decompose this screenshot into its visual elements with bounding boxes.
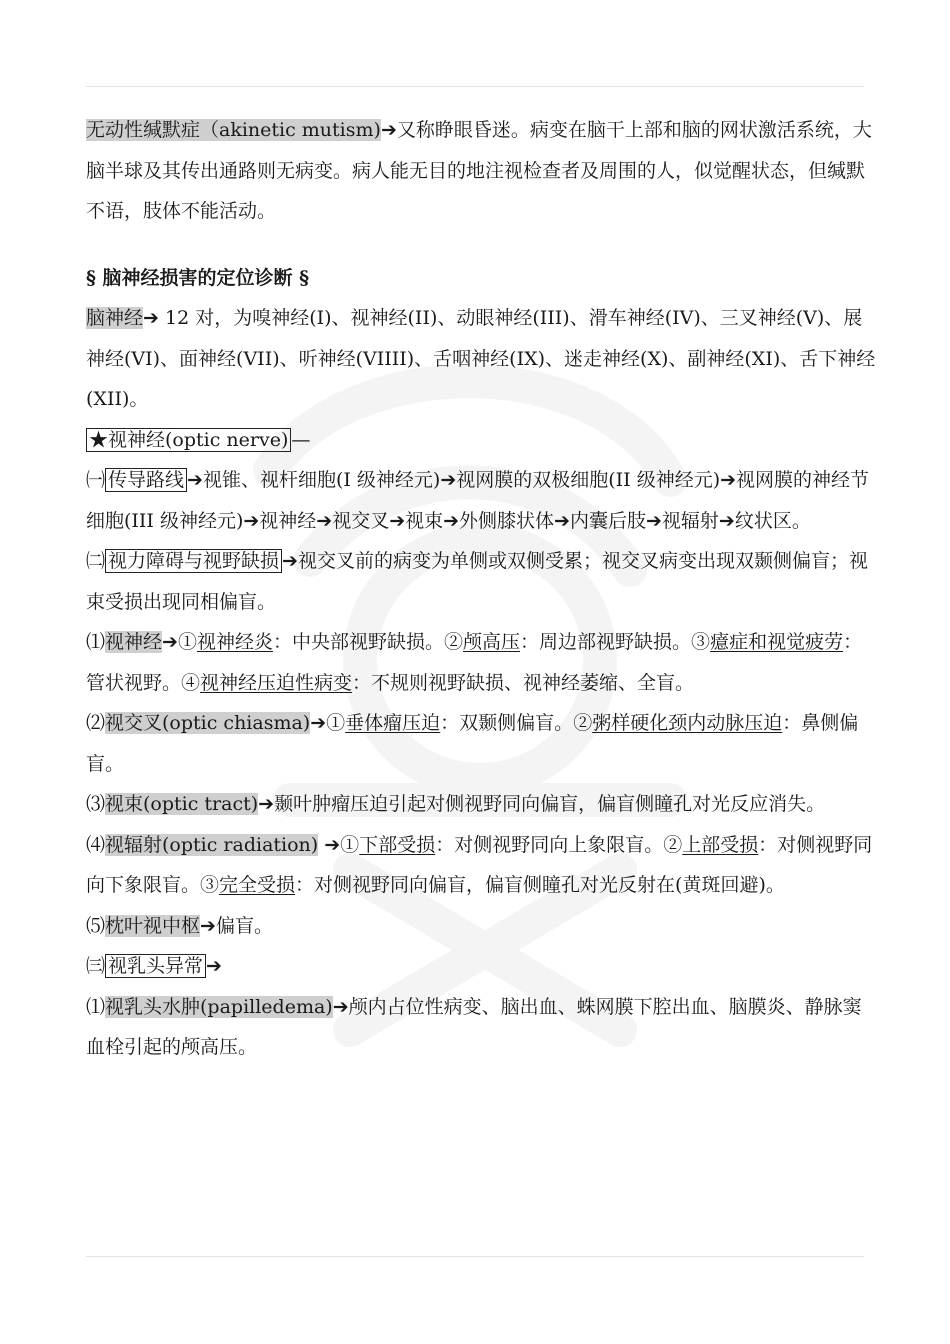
circled-number: ② — [663, 833, 683, 856]
optic-nerve-heading — [86, 420, 876, 461]
paragraph-text: 12 对，为嗅神经(I)、视神经(II)、动眼神经(III)、滑车神经(IV)、三叉神经(V)、展神经(VI)、面神经(VII)、听神经(VIIII)、舌咽神经(IX)、迷走神经(X)、副神经(XI)、舌下神经(XII)。 — [86, 307, 876, 410]
item-text: ：对侧视野同向上象限盲。 — [435, 833, 664, 856]
item-optic-tract — [86, 784, 876, 825]
document-body — [86, 110, 876, 1068]
arrow-icon: ➔ — [258, 793, 275, 815]
optic-nerve-title-box: ★视神经(optic nerve) — [86, 428, 291, 452]
item-optic-radiation — [86, 825, 876, 906]
term-optic-radiation: 视辐射(optic radiation) — [105, 833, 319, 856]
item-text: ：管状视野。 — [86, 631, 863, 694]
heading-dash: — — [291, 428, 311, 451]
circled-number: ③ — [691, 631, 711, 653]
item-number: ⑸ — [86, 914, 106, 937]
term-optic-nerve: 视神经 — [105, 631, 163, 653]
arrow-icon: ➔ — [206, 955, 222, 977]
circled-number: ② — [573, 712, 593, 734]
item-text: ：对侧视野同向下象限盲。 — [86, 833, 873, 896]
arrow-icon: ➔ — [282, 550, 298, 572]
underlined-term: 视神经压迫性病变 — [200, 671, 353, 694]
item-text: 颞叶肿瘤压迫引起对侧视野同向偏盲，偏盲侧瞳孔对光反应消失。 — [274, 793, 826, 815]
item-text: ：对侧视野同向偏盲，偏盲侧瞳孔对光反射在(黄斑回避)。 — [295, 874, 785, 896]
item-text: ：鼻侧偏盲。 — [86, 712, 859, 775]
arrow-icon: ➔ — [187, 469, 203, 491]
item-text: ：中央部视野缺损。 — [272, 631, 444, 653]
item-text: ：双颞侧偏盲。 — [440, 712, 574, 734]
arrow-icon: ➔ — [380, 119, 397, 141]
item-papilledema — [86, 987, 876, 1068]
item-text: ：不规则视野缺损、视神经萎缩、全盲。 — [352, 671, 695, 694]
visual-field-label-box: 视力障碍与视野缺损 — [105, 549, 282, 573]
item-optic-chiasma — [86, 703, 876, 784]
section-number: ㈢ — [86, 955, 106, 977]
footer-rule — [86, 1256, 864, 1257]
term-akinetic-mutism: 无动性缄默症（akinetic mutism) — [86, 119, 381, 141]
circled-number: ① — [177, 631, 197, 653]
arrow-icon: ➔ — [162, 631, 178, 653]
underlined-term: 上部受损 — [682, 833, 759, 856]
arrow-icon: ➔ — [200, 914, 216, 937]
underlined-term: 颅高压 — [463, 631, 521, 653]
paragraph-cranial-nerves — [86, 298, 876, 420]
term-papilledema: 视乳头水肿(papilledema) — [105, 995, 333, 1018]
item-number: ⑴ — [86, 995, 106, 1018]
section-optic-disc — [86, 946, 876, 987]
circled-number: ④ — [181, 671, 201, 694]
section-number: ㈡ — [86, 550, 106, 572]
optic-disc-label-box: 视乳头异常 — [105, 954, 206, 978]
item-number: ⑵ — [86, 712, 106, 734]
underlined-term: 下部受损 — [359, 833, 436, 856]
section-number: ㈠ — [86, 469, 106, 491]
circled-number: ③ — [200, 874, 220, 896]
item-text: 偏盲。 — [215, 914, 273, 937]
item-text: 颅内占位性病变、脑出血、蛛网膜下腔出血、脑膜炎、静脉窦血栓引起的颅高压。 — [86, 995, 862, 1058]
arrow-icon: ➔ — [143, 307, 159, 329]
underlined-term: 视神经炎 — [196, 631, 273, 653]
term-optic-tract: 视束(optic tract) — [105, 793, 259, 815]
section-title: § 脑神经损害的定位诊断 § — [86, 266, 310, 289]
paragraph-akinetic-mutism — [86, 110, 876, 232]
circled-number: ② — [444, 631, 464, 653]
section-text: 视锥、视杆细胞(I 级神经元)➔视网膜的双极细胞(II 级神经元)➔视网膜的神经节细胞(III 级神经元)➔视神经➔视交叉➔视束➔外侧膝状体➔内囊后肢➔视辐射➔纹状区。 — [86, 469, 870, 532]
arrow-icon: ➔ — [324, 833, 341, 856]
section-pathway — [86, 460, 876, 541]
arrow-icon: ➔ — [310, 712, 327, 734]
item-optic-nerve — [86, 622, 876, 703]
underlined-term: 完全受损 — [219, 874, 296, 896]
circled-number: ① — [326, 712, 346, 734]
section-visual-field — [86, 541, 876, 622]
pathway-label-box: 传导路线 — [105, 468, 187, 492]
item-number: ⑶ — [86, 793, 106, 815]
arrow-icon: ➔ — [332, 995, 349, 1018]
header-rule — [86, 86, 864, 87]
circled-number: ① — [340, 833, 360, 856]
underlined-term: 粥样硬化颈内动脉压迫 — [592, 712, 783, 734]
item-text: ：周边部视野缺损。 — [520, 631, 692, 653]
section-text: 视交叉前的病变为单侧或双侧受累；视交叉病变出现双颞侧偏盲；视束受损出现同相偏盲。 — [86, 550, 868, 613]
underlined-term: 癔症和视觉疲劳 — [710, 631, 844, 653]
underlined-term: 垂体瘤压迫 — [345, 712, 441, 734]
item-number: ⑴ — [86, 631, 106, 653]
item-occipital-center — [86, 906, 876, 947]
term-cranial-nerves: 脑神经 — [86, 307, 144, 329]
term-occipital-center: 枕叶视中枢 — [105, 914, 201, 937]
paragraph-text: 又称睁眼昏迷。病变在脑干上部和脑的网状激活系统，大脑半球及其传出通路则无病变。病人能无目的地注视检查者及周围的人，似觉醒状态，但缄默不语，肢体不能活动。 — [86, 119, 872, 222]
term-optic-chiasma: 视交叉(optic chiasma) — [105, 712, 311, 734]
item-number: ⑷ — [86, 833, 106, 856]
